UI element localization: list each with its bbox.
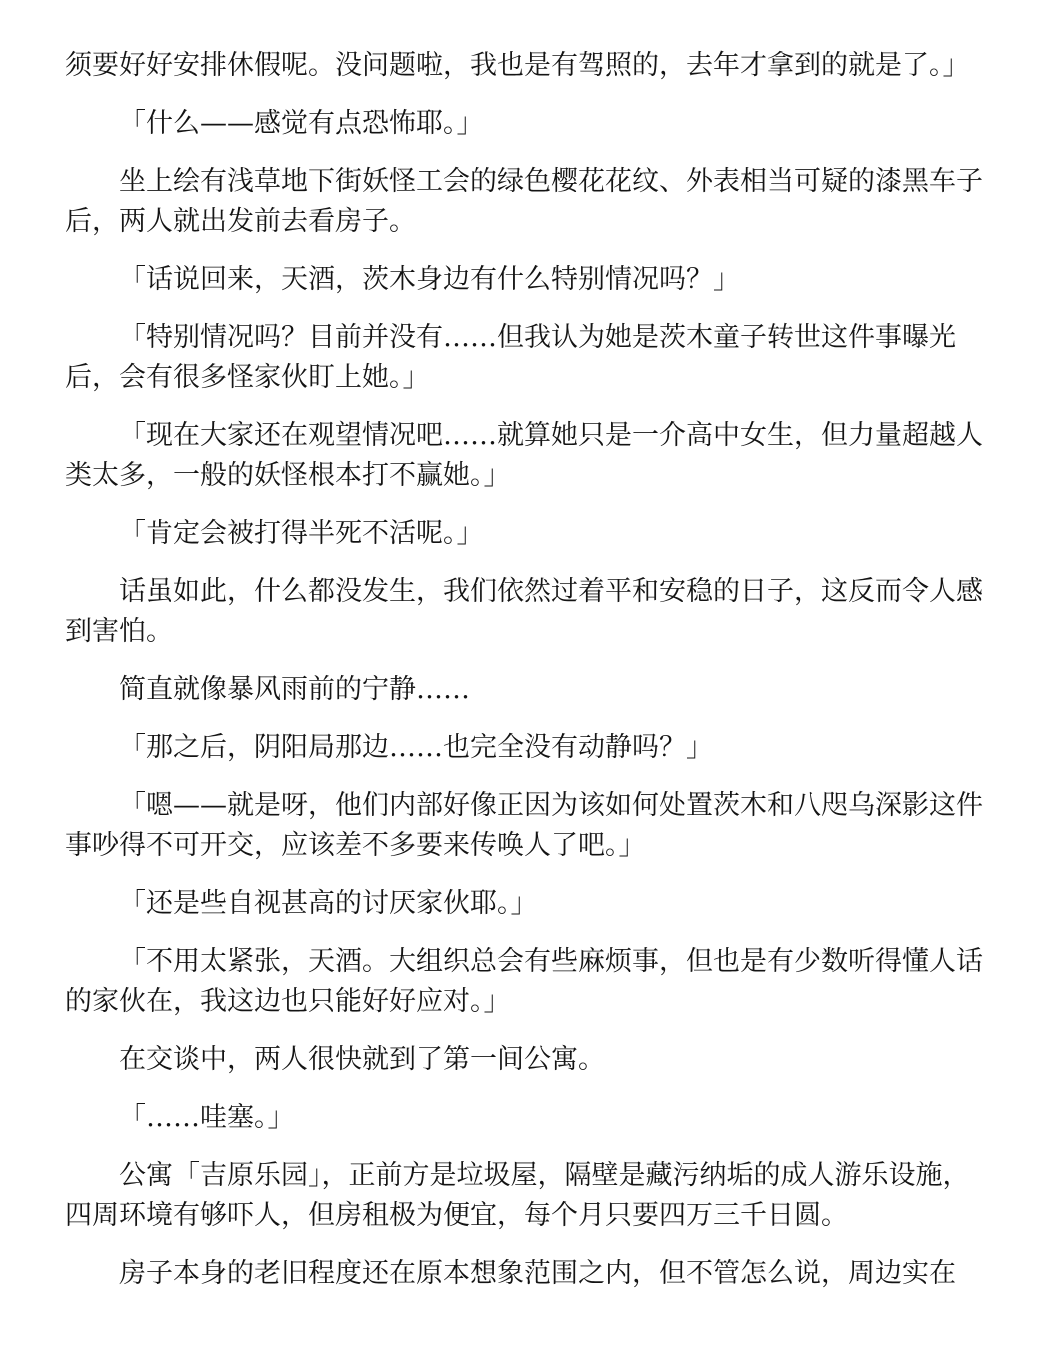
text-line: 「什么——感觉有点恐怖耶。」 (119, 108, 484, 139)
paragraph (65, 728, 981, 768)
paragraph (65, 416, 981, 496)
text-line: 后，两人就出发前去看房子。 (65, 206, 416, 237)
text-line: 的家伙在，我这边也只能好好应对。」 (65, 986, 511, 1017)
text-line: 事吵得不可开交，应该差不多要来传唤人了吧。」 (65, 830, 646, 861)
paragraph (65, 46, 981, 86)
paragraph (65, 260, 981, 300)
paragraph (65, 1254, 981, 1294)
paragraph (65, 786, 981, 866)
text-line: 坐上绘有浅草地下街妖怪工会的绿色樱花花纹、外表相当可疑的漆黑车子 (119, 166, 983, 197)
paragraph (65, 162, 981, 242)
text-line: 须要好好安排休假呢。没问题啦，我也是有驾照的，去年才拿到的就是了。」 (65, 50, 970, 81)
text-line: 「嗯——就是呀，他们内部好像正因为该如何处置茨木和八咫乌深影这件 (119, 790, 983, 821)
paragraph (65, 884, 981, 924)
text-line: 四周环境有够吓人，但房租极为便宜，每个月只要四万三千日圆。 (65, 1200, 848, 1231)
text-line: 「不用太紧张，天酒。大组织总会有些麻烦事，但也是有少数听得懂人话 (119, 946, 983, 977)
text-line: 「……哇塞。」 (119, 1102, 295, 1133)
text-line: 后，会有很多怪家伙盯上她。」 (65, 362, 430, 393)
text-line: 「肯定会被打得半死不活呢。」 (119, 518, 484, 549)
paragraph (65, 1156, 981, 1236)
text-line: 「那之后，阴阳局那边……也完全没有动静吗？」 (119, 732, 713, 763)
paragraph (65, 514, 981, 554)
text-line: 到害怕。 (65, 616, 173, 647)
paragraph (65, 942, 981, 1022)
text-line: 公寓「吉原乐园」，正前方是垃圾屋，隔壁是藏污纳垢的成人游乐设施， (119, 1160, 970, 1191)
paragraph (65, 572, 981, 652)
text-line: 房子本身的老旧程度还在原本想象范围之内，但不管怎么说，周边实在 (119, 1258, 956, 1289)
text-line: 简直就像暴风雨前的宁静…… (119, 674, 470, 705)
paragraph (65, 1098, 981, 1138)
text-line: 「还是些自视甚高的讨厌家伙耶。」 (119, 888, 538, 919)
text-line: 「话说回来，天酒，茨木身边有什么特别情况吗？」 (119, 264, 740, 295)
text-line: 话虽如此，什么都没发生，我们依然过着平和安稳的日子，这反而令人感 (119, 576, 983, 607)
text-line: 在交谈中，两人很快就到了第一间公寓。 (119, 1044, 605, 1075)
paragraph (65, 318, 981, 398)
text-line: 「特别情况吗？目前并没有……但我认为她是茨木童子转世这件事曝光 (119, 322, 956, 353)
text-line: 「现在大家还在观望情况吧……就算她只是一介高中女生，但力量超越人 (119, 420, 983, 451)
paragraph (65, 1040, 981, 1080)
paragraph (65, 104, 981, 144)
text-line: 类太多，一般的妖怪根本打不赢她。」 (65, 460, 511, 491)
paragraph (65, 670, 981, 710)
